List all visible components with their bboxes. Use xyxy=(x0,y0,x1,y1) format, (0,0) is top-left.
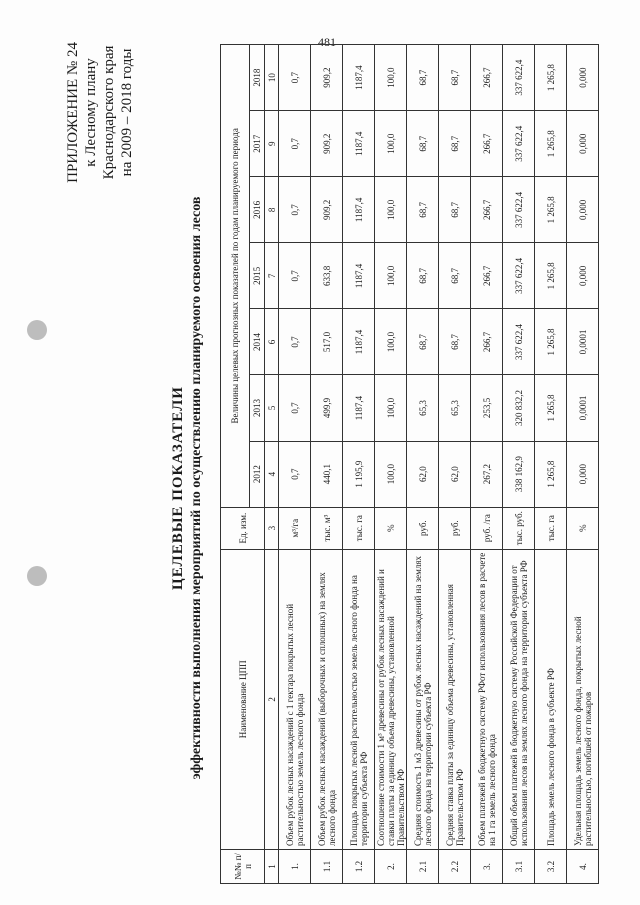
row-number: 4. xyxy=(567,849,599,883)
table-row xyxy=(375,45,407,884)
appendix-line: Краснодарского края xyxy=(101,45,117,180)
header-year: 2015 xyxy=(250,243,265,309)
row-value: 1187,4 xyxy=(343,111,375,177)
row-value: 100,0 xyxy=(375,111,407,177)
row-name: Средняя стоимость 1 м3 древесины от рубок лесных насаждений на землях лесного фонда на территории субъекта РФ xyxy=(407,549,439,849)
row-value: 0,7 xyxy=(279,111,311,177)
row-value: 1187,4 xyxy=(343,309,375,375)
row-unit: м³/га xyxy=(279,507,311,549)
table-row xyxy=(311,45,343,884)
indicators-table xyxy=(220,44,599,884)
row-value: 1187,4 xyxy=(343,177,375,243)
row-value: 1 265,8 xyxy=(535,375,567,441)
row-value: 1 265,8 xyxy=(535,309,567,375)
row-value: 337 622,4 xyxy=(503,111,535,177)
document-subtitle: эффективности выполнения мероприятий по осуществлению планируемого освоения лесов xyxy=(189,196,204,780)
header-year: 2014 xyxy=(250,309,265,375)
row-value: 68,7 xyxy=(407,45,439,111)
column-number: 6 xyxy=(265,309,279,375)
row-unit: тыс. руб. xyxy=(503,507,535,549)
row-name: Средняя ставка платы за единицу объема древесины, установленная Правительством РФ xyxy=(439,549,471,849)
row-name: Соотношение стоимости 1 м³ древесины от рубок лесных насаждений и ставки платы за единицу объема древесины, установленной Правительством РФ xyxy=(375,549,407,849)
row-value: 1 265,8 xyxy=(535,111,567,177)
row-value: 0,000 xyxy=(567,177,599,243)
row-name: Площадь земель лесного фонда в субъекте РФ xyxy=(535,549,567,849)
row-value: 337 622,4 xyxy=(503,177,535,243)
row-value: 0,000 xyxy=(567,45,599,111)
row-number: 3.2 xyxy=(535,849,567,883)
page-number: 481 xyxy=(318,35,336,49)
row-value: 68,7 xyxy=(407,309,439,375)
row-name: Общий объем платежей в бюджетную систему Российской Федерации от использования лесов на землях лесного фонда на территории субъекта РФ xyxy=(503,549,535,849)
row-number: 2. xyxy=(375,849,407,883)
row-name: Удельная площадь земель лесного фонда, покрытых лесной растительностью, погибшей от пожаров xyxy=(567,549,599,849)
row-value: 100,0 xyxy=(375,441,407,507)
header-name: Наименование ЦПП xyxy=(221,549,265,849)
row-value: 100,0 xyxy=(375,45,407,111)
column-number: 5 xyxy=(265,375,279,441)
row-name: Объем платежей в бюджетную систему РФот использования лесов в расчете на 1 га земель лесного фонда xyxy=(471,549,503,849)
rotated-page-content xyxy=(60,38,620,888)
row-value: 266,7 xyxy=(471,243,503,309)
row-value: 0,7 xyxy=(279,45,311,111)
row-value: 440,1 xyxy=(311,441,343,507)
appendix-line: к Лесному плану xyxy=(83,58,99,167)
row-value: 337 622,4 xyxy=(503,243,535,309)
row-number: 1. xyxy=(279,849,311,883)
header-num: №№ п/п xyxy=(221,849,265,883)
header-values-group: Величины целевых прогнозных показателей по годам планируемого периода xyxy=(221,45,250,508)
row-value: 266,7 xyxy=(471,45,503,111)
header-year: 2013 xyxy=(250,375,265,441)
row-value: 253,5 xyxy=(471,375,503,441)
row-value: 320 832,2 xyxy=(503,375,535,441)
row-value: 100,0 xyxy=(375,375,407,441)
appendix-block xyxy=(64,42,136,183)
row-value: 266,7 xyxy=(471,111,503,177)
row-value: 1187,4 xyxy=(343,243,375,309)
row-value: 499,9 xyxy=(311,375,343,441)
header-unit: Ед. изм. xyxy=(221,507,265,549)
table-row xyxy=(279,45,311,884)
row-value: 0,000 xyxy=(567,243,599,309)
row-number: 2.2 xyxy=(439,849,471,883)
row-value: 68,7 xyxy=(439,111,471,177)
row-value: 68,7 xyxy=(407,177,439,243)
row-value: 100,0 xyxy=(375,309,407,375)
row-value: 266,7 xyxy=(471,177,503,243)
row-value: 0,7 xyxy=(279,309,311,375)
appendix-line: ПРИЛОЖЕНИЕ № 24 xyxy=(65,42,81,183)
table-row xyxy=(343,45,375,884)
column-number: 8 xyxy=(265,177,279,243)
row-number: 1.2 xyxy=(343,849,375,883)
row-value: 266,7 xyxy=(471,309,503,375)
punch-hole xyxy=(27,566,47,586)
row-value: 68,7 xyxy=(439,309,471,375)
row-number: 1.1 xyxy=(311,849,343,883)
document-title: ЦЕЛЕВЫЕ ПОКАЗАТЕЛИ xyxy=(170,386,186,590)
appendix-line: на 2009 – 2018 годы xyxy=(119,48,135,177)
row-unit: тыс. м³ xyxy=(311,507,343,549)
row-value: 338 162,9 xyxy=(503,441,535,507)
row-value: 0,0001 xyxy=(567,375,599,441)
row-value: 1 195,9 xyxy=(343,441,375,507)
row-value: 0,7 xyxy=(279,243,311,309)
row-value: 0,7 xyxy=(279,375,311,441)
row-value: 68,7 xyxy=(407,111,439,177)
row-value: 1 265,8 xyxy=(535,45,567,111)
column-number: 9 xyxy=(265,111,279,177)
row-number: 3.1 xyxy=(503,849,535,883)
table-row xyxy=(407,45,439,884)
row-value: 62,0 xyxy=(407,441,439,507)
row-value: 0,000 xyxy=(567,441,599,507)
row-value: 337 622,4 xyxy=(503,45,535,111)
row-value: 517,0 xyxy=(311,309,343,375)
row-value: 909,2 xyxy=(311,45,343,111)
row-value: 100,0 xyxy=(375,177,407,243)
column-number: 7 xyxy=(265,243,279,309)
punch-hole xyxy=(27,320,47,340)
document-heading xyxy=(170,88,205,888)
row-value: 100,0 xyxy=(375,243,407,309)
row-number: 3. xyxy=(471,849,503,883)
column-number: 10 xyxy=(265,45,279,111)
row-value: 68,7 xyxy=(439,243,471,309)
header-year: 2018 xyxy=(250,45,265,111)
row-value: 68,7 xyxy=(439,177,471,243)
row-value: 909,2 xyxy=(311,177,343,243)
header-year: 2017 xyxy=(250,111,265,177)
row-unit: % xyxy=(567,507,599,549)
row-value: 0,0001 xyxy=(567,309,599,375)
table-row xyxy=(535,45,567,884)
row-value: 62,0 xyxy=(439,441,471,507)
row-value: 267,2 xyxy=(471,441,503,507)
row-unit: тыс. га xyxy=(535,507,567,549)
row-name: Объем рубок лесных насаждений с 1 гектара покрытых лесной растительностью земель лесного фонда xyxy=(279,549,311,849)
row-value: 68,7 xyxy=(439,45,471,111)
row-value: 0,7 xyxy=(279,177,311,243)
row-value: 65,3 xyxy=(439,375,471,441)
row-value: 1187,4 xyxy=(343,375,375,441)
row-name: Объем рубок лесных насаждений (выборочных и сплошных) на землях лесного фонда xyxy=(311,549,343,849)
table-row xyxy=(567,45,599,884)
column-number: 3 xyxy=(265,507,279,549)
table-row xyxy=(503,45,535,884)
column-number: 4 xyxy=(265,441,279,507)
row-value: 0,000 xyxy=(567,111,599,177)
row-value: 65,3 xyxy=(407,375,439,441)
row-unit: руб. xyxy=(407,507,439,549)
row-value: 0,7 xyxy=(279,441,311,507)
row-value: 909,2 xyxy=(311,111,343,177)
row-unit: тыс. га xyxy=(343,507,375,549)
row-number: 2.1 xyxy=(407,849,439,883)
row-value: 337 622,4 xyxy=(503,309,535,375)
row-value: 1 265,8 xyxy=(535,441,567,507)
column-number: 2 xyxy=(265,549,279,849)
row-value: 1187,4 xyxy=(343,45,375,111)
row-name: Площадь покрытых лесной растительностью земель лесного фонда на территории субъекта РФ xyxy=(343,549,375,849)
table-row xyxy=(471,45,503,884)
row-unit: руб. xyxy=(439,507,471,549)
table-row xyxy=(439,45,471,884)
row-unit: руб. /га xyxy=(471,507,503,549)
column-number: 1 xyxy=(265,849,279,883)
row-unit: % xyxy=(375,507,407,549)
header-year: 2012 xyxy=(250,441,265,507)
header-year: 2016 xyxy=(250,177,265,243)
row-value: 1 265,8 xyxy=(535,177,567,243)
row-value: 1 265,8 xyxy=(535,243,567,309)
row-value: 633,8 xyxy=(311,243,343,309)
row-value: 68,7 xyxy=(407,243,439,309)
